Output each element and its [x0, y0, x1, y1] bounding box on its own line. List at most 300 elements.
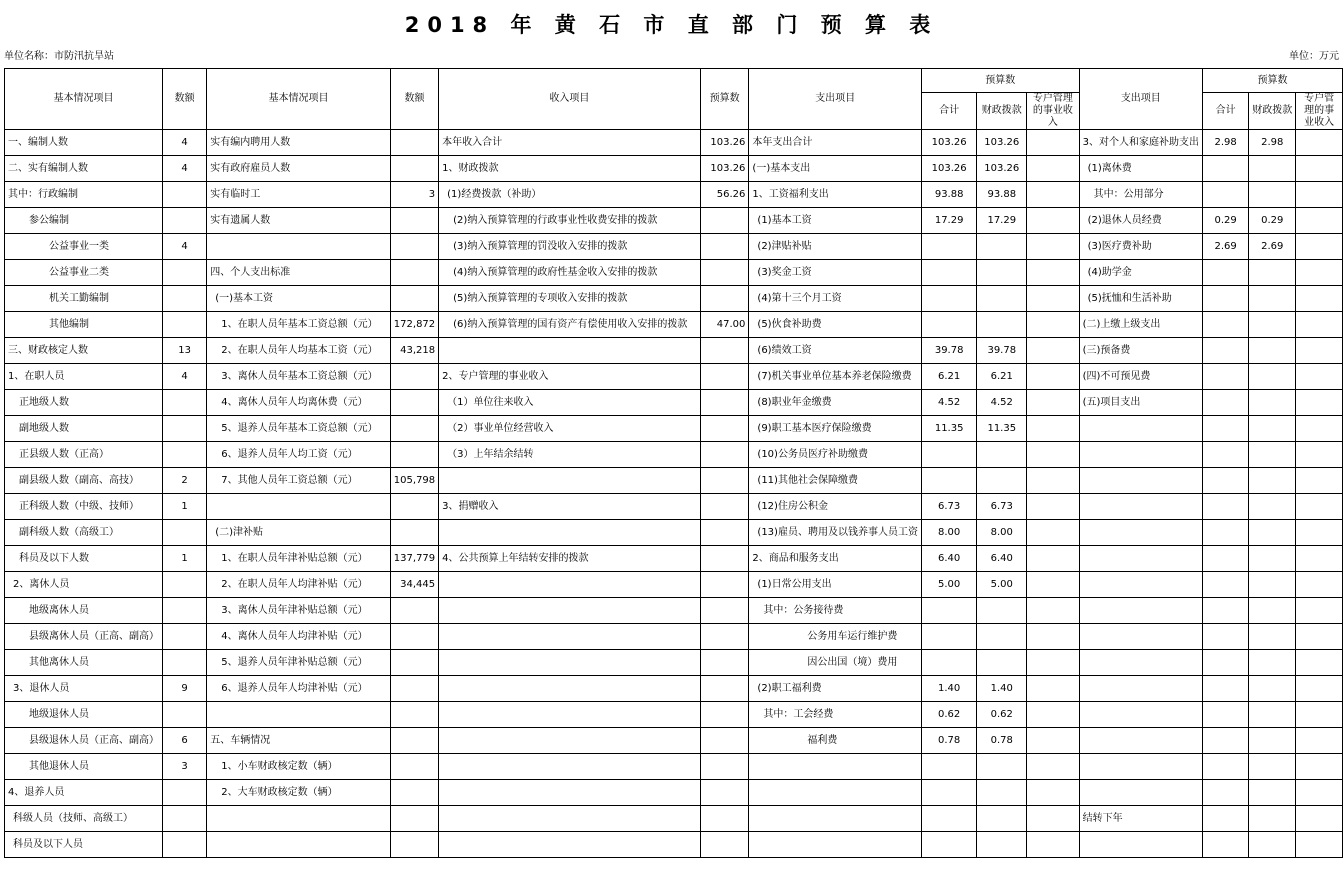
cell-b[interactable]: 13: [163, 338, 207, 364]
cell-h[interactable]: [921, 442, 976, 468]
cell-e[interactable]: 本年收入合计: [439, 130, 701, 156]
cell-c[interactable]: 5、退养人员年津补贴总额（元）: [207, 650, 391, 676]
cell-a[interactable]: 参公编制: [5, 208, 163, 234]
cell-l[interactable]: [1203, 494, 1249, 520]
cell-c[interactable]: 7、其他人员年工资总额（元）: [207, 468, 391, 494]
cell-m[interactable]: 2.98: [1249, 130, 1296, 156]
cell-n[interactable]: [1296, 182, 1343, 208]
cell-c[interactable]: 实有政府雇员人数: [207, 156, 391, 182]
cell-d[interactable]: 43,218: [390, 338, 438, 364]
cell-h[interactable]: [921, 468, 976, 494]
cell-e[interactable]: [439, 572, 701, 598]
cell-i[interactable]: [977, 598, 1027, 624]
cell-l[interactable]: [1203, 312, 1249, 338]
cell-l[interactable]: 2.69: [1203, 234, 1249, 260]
cell-i[interactable]: [977, 442, 1027, 468]
cell-n[interactable]: [1296, 338, 1343, 364]
cell-b[interactable]: 9: [163, 676, 207, 702]
cell-l[interactable]: [1203, 624, 1249, 650]
cell-h[interactable]: [921, 780, 976, 806]
cell-c[interactable]: [207, 806, 391, 832]
cell-g[interactable]: 福利费: [749, 728, 922, 754]
cell-n[interactable]: [1296, 286, 1343, 312]
cell-h[interactable]: [921, 754, 976, 780]
cell-j[interactable]: [1027, 676, 1079, 702]
cell-e[interactable]: [439, 754, 701, 780]
cell-c[interactable]: 3、离休人员年基本工资总额（元）: [207, 364, 391, 390]
cell-f[interactable]: [700, 780, 749, 806]
cell-a[interactable]: 二、实有编制人数: [5, 156, 163, 182]
cell-c[interactable]: 实有编内聘用人数: [207, 130, 391, 156]
cell-c[interactable]: (二)津补贴: [207, 520, 391, 546]
cell-c[interactable]: [207, 702, 391, 728]
cell-a[interactable]: 公益事业一类: [5, 234, 163, 260]
cell-i[interactable]: 11.35: [977, 416, 1027, 442]
cell-g[interactable]: (2)职工福利费: [749, 676, 922, 702]
cell-c[interactable]: 3、离休人员年津补贴总额（元）: [207, 598, 391, 624]
cell-n[interactable]: [1296, 676, 1343, 702]
cell-a[interactable]: 正县级人数（正高）: [5, 442, 163, 468]
cell-m[interactable]: [1249, 806, 1296, 832]
cell-d[interactable]: 105,798: [390, 468, 438, 494]
cell-k[interactable]: [1079, 598, 1202, 624]
cell-l[interactable]: [1203, 520, 1249, 546]
cell-b[interactable]: [163, 520, 207, 546]
cell-a[interactable]: 副科级人数（高级工）: [5, 520, 163, 546]
cell-h[interactable]: [921, 650, 976, 676]
cell-l[interactable]: [1203, 832, 1249, 858]
cell-m[interactable]: [1249, 598, 1296, 624]
cell-d[interactable]: [390, 702, 438, 728]
cell-f[interactable]: 47.00: [700, 312, 749, 338]
cell-n[interactable]: [1296, 260, 1343, 286]
cell-g[interactable]: 1、工资福利支出: [749, 182, 922, 208]
cell-k[interactable]: [1079, 728, 1202, 754]
cell-l[interactable]: [1203, 338, 1249, 364]
cell-g[interactable]: (10)公务员医疗补助缴费: [749, 442, 922, 468]
cell-f[interactable]: [700, 416, 749, 442]
cell-n[interactable]: [1296, 598, 1343, 624]
cell-i[interactable]: 6.40: [977, 546, 1027, 572]
cell-e[interactable]: [439, 832, 701, 858]
cell-g[interactable]: 公务用车运行维护费: [749, 624, 922, 650]
cell-l[interactable]: [1203, 676, 1249, 702]
cell-b[interactable]: [163, 650, 207, 676]
cell-h[interactable]: [921, 312, 976, 338]
cell-k[interactable]: (4)助学金: [1079, 260, 1202, 286]
cell-j[interactable]: [1027, 286, 1079, 312]
cell-e[interactable]: [439, 806, 701, 832]
cell-i[interactable]: 6.73: [977, 494, 1027, 520]
cell-j[interactable]: [1027, 702, 1079, 728]
cell-l[interactable]: [1203, 728, 1249, 754]
cell-j[interactable]: [1027, 234, 1079, 260]
cell-i[interactable]: [977, 624, 1027, 650]
cell-j[interactable]: [1027, 650, 1079, 676]
cell-n[interactable]: [1296, 130, 1343, 156]
cell-m[interactable]: [1249, 832, 1296, 858]
cell-c[interactable]: 1、在职人员年基本工资总额（元）: [207, 312, 391, 338]
cell-d[interactable]: [390, 130, 438, 156]
cell-f[interactable]: [700, 832, 749, 858]
cell-k[interactable]: [1079, 650, 1202, 676]
cell-j[interactable]: [1027, 806, 1079, 832]
cell-a[interactable]: 其他离休人员: [5, 650, 163, 676]
cell-l[interactable]: [1203, 468, 1249, 494]
cell-l[interactable]: [1203, 182, 1249, 208]
cell-n[interactable]: [1296, 650, 1343, 676]
cell-n[interactable]: [1296, 780, 1343, 806]
cell-c[interactable]: 实有遗属人数: [207, 208, 391, 234]
cell-b[interactable]: [163, 442, 207, 468]
cell-m[interactable]: [1249, 546, 1296, 572]
cell-e[interactable]: (6)纳入预算管理的国有资产有偿使用收入安排的拨款: [439, 312, 701, 338]
cell-m[interactable]: [1249, 520, 1296, 546]
cell-m[interactable]: 2.69: [1249, 234, 1296, 260]
cell-g[interactable]: (一)基本支出: [749, 156, 922, 182]
cell-e[interactable]: [439, 468, 701, 494]
cell-f[interactable]: [700, 286, 749, 312]
cell-a[interactable]: 科员及以下人员: [5, 832, 163, 858]
cell-i[interactable]: [977, 260, 1027, 286]
cell-c[interactable]: 四、个人支出标准: [207, 260, 391, 286]
cell-d[interactable]: [390, 520, 438, 546]
cell-h[interactable]: 1.40: [921, 676, 976, 702]
cell-c[interactable]: (一)基本工资: [207, 286, 391, 312]
cell-f[interactable]: 103.26: [700, 156, 749, 182]
cell-m[interactable]: [1249, 260, 1296, 286]
cell-d[interactable]: [390, 624, 438, 650]
cell-e[interactable]: [439, 780, 701, 806]
cell-d[interactable]: [390, 806, 438, 832]
cell-k[interactable]: (2)退休人员经费: [1079, 208, 1202, 234]
cell-h[interactable]: 5.00: [921, 572, 976, 598]
cell-f[interactable]: [700, 338, 749, 364]
cell-f[interactable]: [700, 442, 749, 468]
cell-k[interactable]: [1079, 416, 1202, 442]
cell-a[interactable]: 一、编制人数: [5, 130, 163, 156]
cell-k[interactable]: [1079, 520, 1202, 546]
cell-d[interactable]: [390, 234, 438, 260]
cell-c[interactable]: 6、退养人员年人均工资（元）: [207, 442, 391, 468]
cell-a[interactable]: 1、在职人员: [5, 364, 163, 390]
cell-f[interactable]: [700, 598, 749, 624]
cell-i[interactable]: 0.78: [977, 728, 1027, 754]
cell-d[interactable]: [390, 208, 438, 234]
cell-c[interactable]: [207, 494, 391, 520]
cell-h[interactable]: [921, 286, 976, 312]
cell-e[interactable]: 1、财政拨款: [439, 156, 701, 182]
cell-g[interactable]: 本年支出合计: [749, 130, 922, 156]
cell-h[interactable]: 103.26: [921, 130, 976, 156]
cell-n[interactable]: [1296, 754, 1343, 780]
cell-b[interactable]: [163, 780, 207, 806]
cell-k[interactable]: (二)上缴上级支出: [1079, 312, 1202, 338]
cell-m[interactable]: [1249, 468, 1296, 494]
cell-g[interactable]: 其中：工会经费: [749, 702, 922, 728]
cell-e[interactable]: (5)纳入预算管理的专项收入安排的拨款: [439, 286, 701, 312]
cell-b[interactable]: [163, 572, 207, 598]
cell-k[interactable]: (三)预备费: [1079, 338, 1202, 364]
cell-j[interactable]: [1027, 130, 1079, 156]
cell-j[interactable]: [1027, 338, 1079, 364]
cell-d[interactable]: [390, 156, 438, 182]
cell-d[interactable]: [390, 390, 438, 416]
cell-g[interactable]: (1)日常公用支出: [749, 572, 922, 598]
cell-n[interactable]: [1296, 208, 1343, 234]
cell-m[interactable]: [1249, 780, 1296, 806]
cell-e[interactable]: 3、捐赠收入: [439, 494, 701, 520]
cell-c[interactable]: 2、在职人员年人均基本工资（元）: [207, 338, 391, 364]
cell-b[interactable]: [163, 390, 207, 416]
cell-i[interactable]: 103.26: [977, 156, 1027, 182]
cell-n[interactable]: [1296, 364, 1343, 390]
cell-a[interactable]: 地级退休人员: [5, 702, 163, 728]
cell-f[interactable]: [700, 208, 749, 234]
cell-a[interactable]: 正科级人数（中级、技师）: [5, 494, 163, 520]
cell-g[interactable]: (9)职工基本医疗保险缴费: [749, 416, 922, 442]
cell-k[interactable]: (5)抚恤和生活补助: [1079, 286, 1202, 312]
cell-g[interactable]: (5)伙食补助费: [749, 312, 922, 338]
cell-f[interactable]: [700, 468, 749, 494]
cell-i[interactable]: 93.88: [977, 182, 1027, 208]
cell-l[interactable]: [1203, 650, 1249, 676]
cell-e[interactable]: （1）单位往来收入: [439, 390, 701, 416]
cell-j[interactable]: [1027, 156, 1079, 182]
cell-l[interactable]: [1203, 806, 1249, 832]
cell-k[interactable]: [1079, 494, 1202, 520]
cell-e[interactable]: (3)纳入预算管理的罚没收入安排的拨款: [439, 234, 701, 260]
cell-f[interactable]: [700, 260, 749, 286]
cell-m[interactable]: [1249, 182, 1296, 208]
cell-m[interactable]: [1249, 286, 1296, 312]
cell-m[interactable]: [1249, 312, 1296, 338]
cell-e[interactable]: （3）上年结余结转: [439, 442, 701, 468]
cell-g[interactable]: 其中：公务接待费: [749, 598, 922, 624]
cell-l[interactable]: [1203, 546, 1249, 572]
cell-c[interactable]: 2、大车财政核定数（辆）: [207, 780, 391, 806]
cell-n[interactable]: [1296, 572, 1343, 598]
cell-l[interactable]: 2.98: [1203, 130, 1249, 156]
cell-a[interactable]: 4、退养人员: [5, 780, 163, 806]
cell-h[interactable]: [921, 260, 976, 286]
cell-e[interactable]: (2)纳入预算管理的行政事业性收费安排的拨款: [439, 208, 701, 234]
cell-j[interactable]: [1027, 520, 1079, 546]
cell-h[interactable]: [921, 234, 976, 260]
cell-a[interactable]: 三、财政核定人数: [5, 338, 163, 364]
cell-i[interactable]: [977, 806, 1027, 832]
cell-k[interactable]: [1079, 832, 1202, 858]
cell-h[interactable]: 17.29: [921, 208, 976, 234]
cell-b[interactable]: [163, 416, 207, 442]
cell-i[interactable]: [977, 468, 1027, 494]
cell-j[interactable]: [1027, 416, 1079, 442]
cell-a[interactable]: 其他退休人员: [5, 754, 163, 780]
cell-j[interactable]: [1027, 624, 1079, 650]
cell-f[interactable]: [700, 520, 749, 546]
cell-g[interactable]: (3)奖金工资: [749, 260, 922, 286]
cell-m[interactable]: 0.29: [1249, 208, 1296, 234]
cell-j[interactable]: [1027, 260, 1079, 286]
cell-c[interactable]: 五、车辆情况: [207, 728, 391, 754]
cell-h[interactable]: 8.00: [921, 520, 976, 546]
cell-g[interactable]: (4)第十三个月工资: [749, 286, 922, 312]
cell-c[interactable]: 4、离休人员年人均离休费（元）: [207, 390, 391, 416]
cell-g[interactable]: [749, 754, 922, 780]
cell-k[interactable]: 结转下年: [1079, 806, 1202, 832]
cell-d[interactable]: [390, 364, 438, 390]
cell-f[interactable]: [700, 234, 749, 260]
cell-f[interactable]: [700, 702, 749, 728]
cell-k[interactable]: (四)不可预见费: [1079, 364, 1202, 390]
cell-a[interactable]: 公益事业二类: [5, 260, 163, 286]
cell-g[interactable]: (11)其他社会保障缴费: [749, 468, 922, 494]
cell-m[interactable]: [1249, 676, 1296, 702]
cell-f[interactable]: [700, 572, 749, 598]
cell-n[interactable]: [1296, 728, 1343, 754]
cell-g[interactable]: 因公出国（境）费用: [749, 650, 922, 676]
cell-d[interactable]: [390, 598, 438, 624]
cell-b[interactable]: 4: [163, 364, 207, 390]
cell-h[interactable]: 103.26: [921, 156, 976, 182]
cell-h[interactable]: [921, 806, 976, 832]
cell-l[interactable]: [1203, 286, 1249, 312]
cell-g[interactable]: 2、商品和服务支出: [749, 546, 922, 572]
cell-d[interactable]: [390, 650, 438, 676]
cell-m[interactable]: [1249, 494, 1296, 520]
cell-i[interactable]: 103.26: [977, 130, 1027, 156]
cell-l[interactable]: [1203, 572, 1249, 598]
cell-j[interactable]: [1027, 832, 1079, 858]
cell-g[interactable]: [749, 832, 922, 858]
cell-f[interactable]: [700, 754, 749, 780]
cell-d[interactable]: [390, 728, 438, 754]
cell-i[interactable]: [977, 234, 1027, 260]
cell-l[interactable]: [1203, 260, 1249, 286]
cell-b[interactable]: [163, 806, 207, 832]
cell-i[interactable]: 4.52: [977, 390, 1027, 416]
cell-l[interactable]: [1203, 702, 1249, 728]
cell-e[interactable]: (4)纳入预算管理的政府性基金收入安排的拨款: [439, 260, 701, 286]
cell-g[interactable]: (8)职业年金缴费: [749, 390, 922, 416]
cell-h[interactable]: 39.78: [921, 338, 976, 364]
cell-e[interactable]: [439, 702, 701, 728]
cell-b[interactable]: 4: [163, 234, 207, 260]
cell-k[interactable]: (3)医疗费补助: [1079, 234, 1202, 260]
cell-l[interactable]: [1203, 754, 1249, 780]
cell-m[interactable]: [1249, 156, 1296, 182]
cell-n[interactable]: [1296, 416, 1343, 442]
cell-i[interactable]: [977, 780, 1027, 806]
cell-d[interactable]: [390, 494, 438, 520]
cell-g[interactable]: (1)基本工资: [749, 208, 922, 234]
cell-n[interactable]: [1296, 494, 1343, 520]
cell-f[interactable]: [700, 546, 749, 572]
cell-m[interactable]: [1249, 754, 1296, 780]
cell-a[interactable]: 机关工勤编制: [5, 286, 163, 312]
cell-c[interactable]: 1、在职人员年津补贴总额（元）: [207, 546, 391, 572]
cell-f[interactable]: [700, 390, 749, 416]
cell-l[interactable]: [1203, 780, 1249, 806]
cell-j[interactable]: [1027, 390, 1079, 416]
cell-h[interactable]: 4.52: [921, 390, 976, 416]
cell-i[interactable]: [977, 650, 1027, 676]
cell-a[interactable]: 其他编制: [5, 312, 163, 338]
cell-e[interactable]: [439, 728, 701, 754]
cell-n[interactable]: [1296, 312, 1343, 338]
cell-c[interactable]: [207, 234, 391, 260]
cell-k[interactable]: [1079, 702, 1202, 728]
cell-k[interactable]: [1079, 624, 1202, 650]
cell-n[interactable]: [1296, 234, 1343, 260]
cell-b[interactable]: 3: [163, 754, 207, 780]
cell-h[interactable]: 93.88: [921, 182, 976, 208]
cell-b[interactable]: [163, 260, 207, 286]
cell-g[interactable]: (12)住房公积金: [749, 494, 922, 520]
cell-e[interactable]: （2）事业单位经营收入: [439, 416, 701, 442]
cell-k[interactable]: [1079, 546, 1202, 572]
cell-k[interactable]: [1079, 676, 1202, 702]
cell-n[interactable]: [1296, 520, 1343, 546]
cell-h[interactable]: [921, 832, 976, 858]
cell-n[interactable]: [1296, 702, 1343, 728]
cell-d[interactable]: [390, 286, 438, 312]
cell-g[interactable]: (7)机关事业单位基本养老保险缴费: [749, 364, 922, 390]
cell-b[interactable]: [163, 598, 207, 624]
cell-e[interactable]: [439, 338, 701, 364]
cell-e[interactable]: [439, 598, 701, 624]
cell-j[interactable]: [1027, 182, 1079, 208]
cell-d[interactable]: [390, 260, 438, 286]
cell-k[interactable]: [1079, 572, 1202, 598]
cell-f[interactable]: [700, 624, 749, 650]
cell-h[interactable]: 0.62: [921, 702, 976, 728]
cell-i[interactable]: [977, 286, 1027, 312]
cell-c[interactable]: 1、小车财政核定数（辆）: [207, 754, 391, 780]
cell-d[interactable]: 3: [390, 182, 438, 208]
cell-d[interactable]: [390, 676, 438, 702]
cell-c[interactable]: [207, 832, 391, 858]
cell-j[interactable]: [1027, 546, 1079, 572]
cell-f[interactable]: [700, 728, 749, 754]
cell-d[interactable]: [390, 832, 438, 858]
cell-g[interactable]: [749, 780, 922, 806]
cell-l[interactable]: [1203, 416, 1249, 442]
cell-n[interactable]: [1296, 546, 1343, 572]
cell-m[interactable]: [1249, 702, 1296, 728]
cell-c[interactable]: 6、退养人员年人均津补贴（元）: [207, 676, 391, 702]
cell-f[interactable]: 56.26: [700, 182, 749, 208]
cell-i[interactable]: [977, 754, 1027, 780]
cell-l[interactable]: [1203, 390, 1249, 416]
cell-m[interactable]: [1249, 390, 1296, 416]
cell-i[interactable]: [977, 832, 1027, 858]
cell-l[interactable]: 0.29: [1203, 208, 1249, 234]
cell-b[interactable]: [163, 702, 207, 728]
cell-m[interactable]: [1249, 650, 1296, 676]
cell-n[interactable]: [1296, 442, 1343, 468]
cell-a[interactable]: 2、离休人员: [5, 572, 163, 598]
cell-m[interactable]: [1249, 624, 1296, 650]
cell-d[interactable]: 172,872: [390, 312, 438, 338]
cell-j[interactable]: [1027, 494, 1079, 520]
cell-a[interactable]: 其中：行政编制: [5, 182, 163, 208]
cell-b[interactable]: [163, 208, 207, 234]
cell-l[interactable]: [1203, 364, 1249, 390]
cell-n[interactable]: [1296, 156, 1343, 182]
cell-a[interactable]: 正地级人数: [5, 390, 163, 416]
cell-l[interactable]: [1203, 442, 1249, 468]
